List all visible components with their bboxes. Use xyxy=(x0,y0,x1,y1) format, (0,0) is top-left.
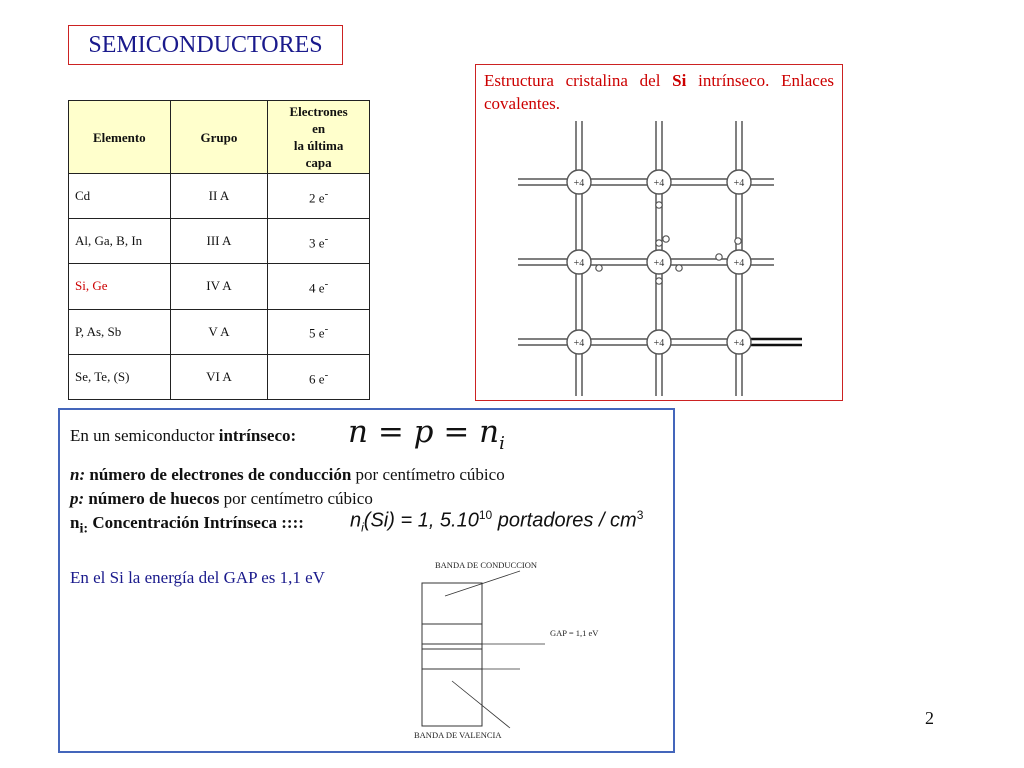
table-row xyxy=(69,354,370,399)
ni-definition: $n_{i:}$ Concentración Intrínseca :::: xyxy=(70,513,304,537)
header-grupo: Grupo xyxy=(170,101,268,174)
cell-grupo: III A xyxy=(170,219,268,264)
header-line: capa xyxy=(305,155,332,170)
crystal-caption: Estructura cristalina del Si intrínseco. Enlaces covalentes. xyxy=(484,71,834,113)
atom-charge-label: +4 xyxy=(653,338,665,349)
atom-charge-label: +4 xyxy=(653,178,665,189)
atom-charge-label: +4 xyxy=(573,338,585,349)
cell-electrones: 6 e- xyxy=(268,354,370,399)
header-line: Electrones xyxy=(289,104,348,119)
cell-electrones: 5 e- xyxy=(268,309,370,354)
table-header-row xyxy=(69,101,370,174)
cell-grupo: II A xyxy=(170,174,268,219)
band-diagram xyxy=(400,556,630,741)
header-line: en xyxy=(312,121,326,136)
atom-charge-label: +4 xyxy=(733,258,745,269)
silicon-lattice-diagram xyxy=(506,121,816,396)
cell-grupo: VI A xyxy=(170,354,268,399)
band-diagram-outline xyxy=(422,583,482,726)
cell-electrones: 2 e- xyxy=(268,174,370,219)
electron-dot xyxy=(656,240,662,246)
intrinsic-formula: $n = p = n_i$ xyxy=(348,414,505,455)
electron-dot xyxy=(596,265,602,271)
header-elemento: Elemento xyxy=(69,101,171,174)
cell-electrones: 3 e- xyxy=(268,219,370,264)
page-number: 2 xyxy=(925,708,934,728)
atom-charge-label: +4 xyxy=(733,338,745,349)
atom-charge-label: +4 xyxy=(573,258,585,269)
cell-elemento: Cd xyxy=(69,174,171,219)
electron-dot xyxy=(716,254,722,260)
header-electrones xyxy=(268,101,370,174)
elements-table xyxy=(68,100,370,400)
intrinsic-concentration-formula: $n_i(Si) = 1$, 5.10$^{10}$ portadores / $cm^3$ xyxy=(350,508,644,535)
band-gap-label: GAP = 1,1 eV xyxy=(550,628,599,638)
electron-dot xyxy=(656,278,662,284)
atom-charge-label: +4 xyxy=(653,258,665,269)
cell-elemento: P, As, Sb xyxy=(69,309,171,354)
cell-grupo: V A xyxy=(170,309,268,354)
title-box xyxy=(68,25,343,65)
band-valence-label: BANDA DE VALENCIA xyxy=(414,730,502,740)
valence-pointer xyxy=(452,681,510,728)
table-row xyxy=(69,174,370,219)
crystal-structure-box xyxy=(475,64,843,401)
header-line: la última xyxy=(293,138,344,153)
table-row xyxy=(69,309,370,354)
intrinsic-info-box xyxy=(58,408,675,753)
electron-dot xyxy=(676,265,682,271)
cell-elemento: Se, Te, (S) xyxy=(69,354,171,399)
cell-electrones: 4 e- xyxy=(268,264,370,309)
atom-charge-label: +4 xyxy=(573,178,585,189)
band-conduction-label: BANDA DE CONDUCCION xyxy=(435,560,538,570)
atom-charge-label: +4 xyxy=(733,178,745,189)
p-definition: p: número de huecos por centímetro cúbico xyxy=(70,489,373,508)
n-definition: n: número de electrones de conducción por centímetro cúbico xyxy=(70,465,505,484)
table-row xyxy=(69,264,370,309)
electron-dot xyxy=(663,236,669,242)
electron-dot xyxy=(735,238,741,244)
intrinsic-intro: En un semiconductor intrínseco: xyxy=(70,426,297,445)
cell-elemento: Si, Ge xyxy=(69,264,171,309)
gap-statement: En el Si la energía del GAP es 1,1 eV xyxy=(70,568,325,587)
slide-title: SEMICONDUCTORES xyxy=(88,31,323,58)
table-row xyxy=(69,219,370,264)
electron-dot xyxy=(656,202,662,208)
cell-grupo: IV A xyxy=(170,264,268,309)
cell-elemento: Al, Ga, B, In xyxy=(69,219,171,264)
